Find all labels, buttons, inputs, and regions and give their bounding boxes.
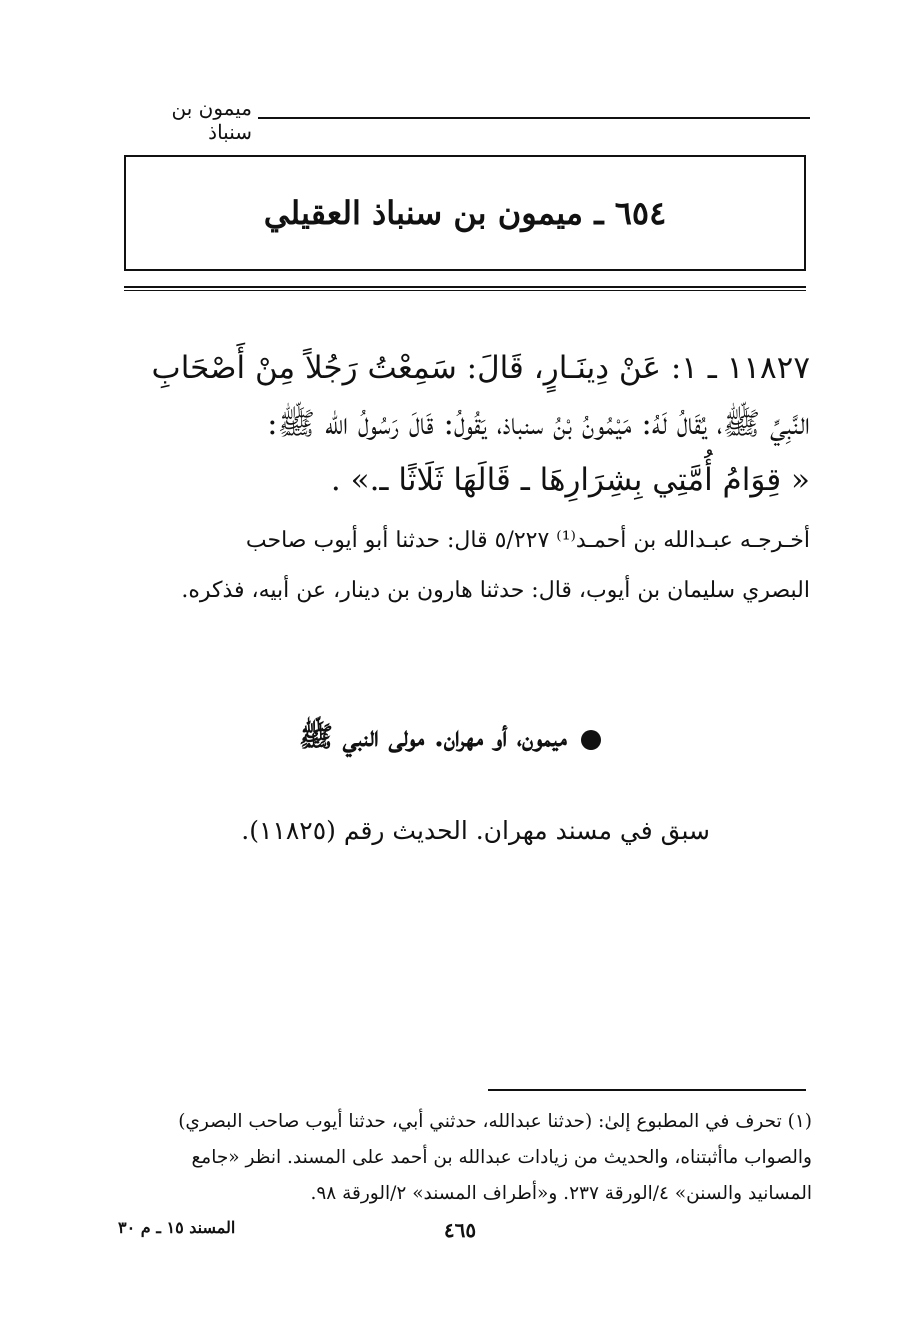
hadith-line: « قِوَامُ أُمَّتِي بِشِرَارِهَا ـ قَالَهَا ثَلَاثًا ـ.» . [330,462,810,498]
takhrij-line: أخـرجـه عبـدالله بن أحمـد⁽¹⁾ ٥/٢٢٧ قال: حدثنا أبو أيوب صاحب [245,528,810,553]
hadith-text [116,340,810,508]
section-heading [200,720,700,760]
footnote [118,1104,812,1212]
header-rule [258,117,810,119]
printer-signature: المسند ١٥ ـ م ٣٠ [118,1218,236,1237]
bullet-icon [581,730,601,750]
chapter-title-box [124,155,806,271]
footnote-line: والصواب ماأثبتناه، والحديث من زيادات عبدالله بن أحمد على المسند. انظر «جامع [191,1147,812,1168]
hadith-line: النَّبِيِّ ﷺ، يُقَالُ لَهُ: مَيْمُونُ بْنُ سنباذ، يَقُولُ: قَالَ رَسُولُ الله ﷺ: [267,406,810,442]
hadith-line: ١١٨٢٧ ـ ١: عَنْ دِينَـارٍ، قَالَ: سَمِعْتُ رَجُلاً مِنْ أَصْحَابِ [151,350,810,386]
title-double-rule [124,286,806,291]
takhrij-paragraph [120,516,810,616]
running-head: ميمون بن سنباذ [171,96,252,144]
footnote-line: (١) تحرف في المطبوع إلىٰ: (حدثنا عبدالله، حدثني أبي، حدثنا أيوب صاحب البصري) [178,1111,812,1132]
chapter-title: ٦٥٤ ـ ميمون بن سنباذ العقيلي [263,194,667,232]
footnote-rule [488,1089,806,1091]
cross-reference: سبق في مسند مهران. الحديث رقم (١١٨٢٥). [241,816,710,845]
section-heading-text: ميمون، أو مهران. مولى النبي ﷺ [299,720,567,753]
page-number: ٤٦٥ [443,1218,477,1242]
takhrij-line: البصري سليمان بن أيوب، قال: حدثنا هارون بن دينار، عن أبيه، فذكره. [181,578,810,603]
footnote-line: المسانيد والسنن» ٤/الورقة ٢٣٧. و«أطراف المسند» ٢/الورقة ٩٨. [310,1183,812,1204]
